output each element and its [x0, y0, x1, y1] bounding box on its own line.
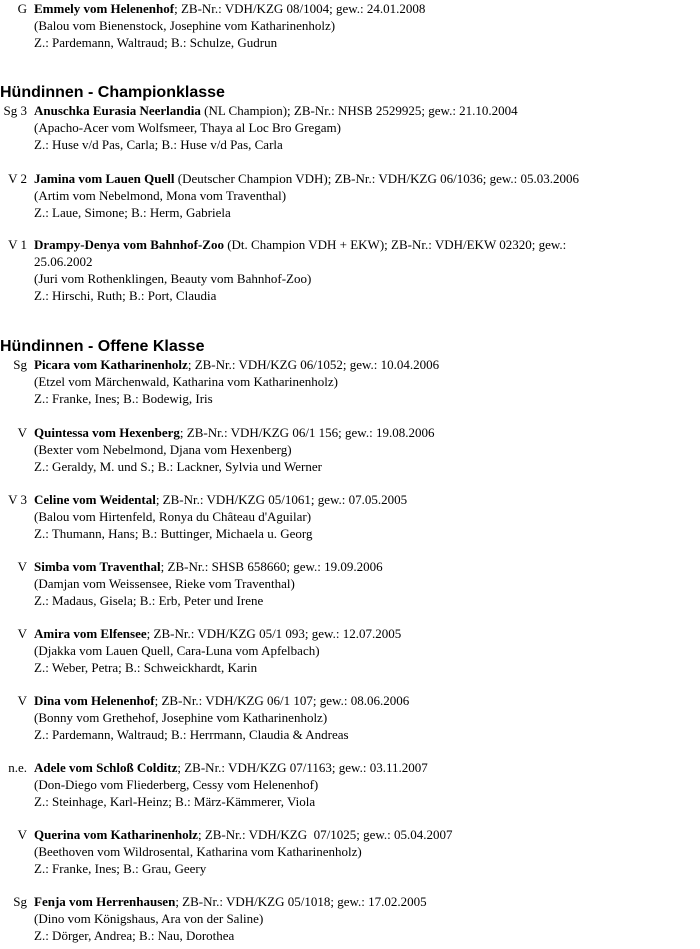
- entry-text: [34, 558, 664, 609]
- dog-breeder-owner: Z.: Laue, Simone; B.: Herm, Gabriela: [34, 205, 231, 220]
- entry-main-line: [34, 692, 664, 709]
- dog-details: ; ZB-Nr.: VDH/KZG 08/1004; gew.: 24.01.2008: [174, 1, 426, 16]
- dog-breeder-owner: Z.: Dörger, Andrea; B.: Nau, Dorothea: [34, 928, 235, 943]
- dog-parents: (Djakka vom Lauen Quell, Cara-Luna vom Apfelbach): [34, 643, 320, 658]
- dog-parents: (Dino vom Königshaus, Ara von der Saline): [34, 911, 264, 926]
- dog-details: ; ZB-Nr.: VDH/KZG 06/1052; gew.: 10.04.2006: [187, 357, 440, 372]
- entry-text: [34, 236, 664, 304]
- entry-main-line: [34, 826, 664, 843]
- dog-parents: (Beethoven vom Wildrosental, Katharina vom Katharinenholz): [34, 844, 362, 859]
- dog-parents: (Etzel vom Märchenwald, Katharina vom Katharinenholz): [34, 374, 338, 389]
- dog-breeder-owner: Z.: Geraldy, M. und S.; B.: Lackner, Sylvia und Werner: [34, 459, 322, 474]
- dog-breeder-owner: Z.: Thumann, Hans; B.: Buttinger, Michaela u. Georg: [34, 526, 313, 541]
- grade-label: V: [17, 693, 27, 708]
- dog-name: Anuschka Eurasia Neerlandia: [34, 103, 201, 118]
- entry-text: [34, 893, 664, 944]
- dog-title-note: (NL Champion): [200, 103, 288, 118]
- grade-label: V 3: [8, 492, 27, 507]
- entry-text: [34, 759, 664, 810]
- dog-details: ; ZB-Nr.: VDH/EKW 02320; gew.: 25.06.2002: [34, 237, 567, 269]
- dog-name: Quintessa vom Hexenberg: [34, 425, 180, 440]
- entry-text: [34, 826, 664, 877]
- dog-details: ; ZB-Nr.: VDH/KZG 06/1036; gew.: 05.03.2006: [327, 171, 580, 186]
- dog-parents: (Balou vom Hirtenfeld, Ronya du Château d'Aguilar): [34, 509, 312, 524]
- dog-name: Amira vom Elfensee: [34, 626, 147, 641]
- dog-name: Fenja vom Herrenhausen: [34, 894, 176, 909]
- dog-details: ; ZB-Nr.: NHSB 2529925; gew.: 21.10.2004: [287, 103, 518, 118]
- dog-breeder-owner: Z.: Pardemann, Waltraud; B.: Schulze, Gudrun: [34, 35, 278, 50]
- entry-main-line: [34, 759, 664, 776]
- dog-title-note: (Dt. Champion VDH + EKW): [223, 237, 385, 252]
- dog-breeder-owner: Z.: Hirschi, Ruth; B.: Port, Claudia: [34, 288, 217, 303]
- dog-details: ; ZB-Nr.: VDH/KZG 07/1163; gew.: 03.11.2007: [177, 760, 428, 775]
- dog-parents: (Apacho-Acer vom Wolfsmeer, Thaya al Loc Bro Gregam): [34, 120, 341, 135]
- grade-label: Sg 3: [3, 103, 27, 118]
- entry-main-line: [34, 236, 616, 270]
- dog-breeder-owner: Z.: Madaus, Gisela; B.: Erb, Peter und Irene: [34, 593, 264, 608]
- grade-label: Sg: [13, 894, 27, 909]
- entry-main-line: [34, 424, 664, 441]
- entry-main-line: [34, 356, 664, 373]
- grade-label: V 2: [8, 171, 27, 186]
- dog-details: ; ZB-Nr.: SHSB 658660; gew.: 19.09.2006: [160, 559, 383, 574]
- entry-text: [34, 424, 664, 475]
- dog-parents: (Bonny vom Grethehof, Josephine vom Katharinenholz): [34, 710, 328, 725]
- entry-text: [34, 0, 664, 51]
- grade-label: V: [17, 827, 27, 842]
- grade-label: V: [17, 425, 27, 440]
- entry-text: [34, 170, 664, 221]
- dog-name: Querina vom Katharinenholz: [34, 827, 198, 842]
- grade-label: V: [17, 559, 27, 574]
- dog-name: Dina vom Helenenhof: [34, 693, 155, 708]
- entry-main-line: [34, 558, 664, 575]
- dog-parents: (Damjan vom Weissensee, Rieke vom Traventhal): [34, 576, 295, 591]
- dog-name: Emmely vom Helenenhof: [34, 1, 175, 16]
- dog-parents: (Balou vom Bienenstock, Josephine vom Katharinenholz): [34, 18, 336, 33]
- grade-label: V 1: [8, 237, 27, 252]
- entry-text: [34, 625, 664, 676]
- dog-breeder-owner: Z.: Huse v/d Pas, Carla; B.: Huse v/d Pas, Carla: [34, 137, 283, 152]
- dog-name: Jamina vom Lauen Quell: [34, 171, 175, 186]
- entry-text: [34, 356, 664, 407]
- dog-breeder-owner: Z.: Pardemann, Waltraud; B.: Herrmann, Claudia & Andreas: [34, 727, 349, 742]
- entry-main-line: [34, 170, 664, 187]
- grade-label: V: [17, 626, 27, 641]
- section-title-offene-klasse: Hündinnen - Offene Klasse: [0, 338, 205, 355]
- dog-breeder-owner: Z.: Weber, Petra; B.: Schweickhardt, Karin: [34, 660, 258, 675]
- section-title-championklasse: Hündinnen - Championklasse: [0, 84, 225, 101]
- entry-main-line: [34, 893, 664, 910]
- dog-details: ; ZB-Nr.: VDH/KZG 06/1 107; gew.: 08.06.2006: [154, 693, 410, 708]
- dog-details: ; ZB-Nr.: VDH/KZG 05/1 093; gew.: 12.07.2005: [146, 626, 402, 641]
- dog-details: ; ZB-Nr.: VDH/KZG 05/1018; gew.: 17.02.2005: [175, 894, 427, 909]
- entry-text: [34, 491, 664, 542]
- dog-details: ; ZB-Nr.: VDH/KZG 05/1061; gew.: 07.05.2005: [155, 492, 408, 507]
- grade-label: Sg: [13, 357, 27, 372]
- grade-label: n.e.: [8, 760, 27, 775]
- entry-main-line: [34, 0, 664, 17]
- dog-name: Adele vom Schloß Colditz: [34, 760, 178, 775]
- dog-name: Celine vom Weidental: [34, 492, 156, 507]
- dog-name: Picara vom Katharinenholz: [34, 357, 188, 372]
- grade-label: G: [17, 1, 27, 16]
- dog-details: ; ZB-Nr.: VDH/KZG 06/1 156; gew.: 19.08.2006: [179, 425, 435, 440]
- dog-name: Drampy-Denya vom Bahnhof-Zoo: [34, 237, 224, 252]
- entry-text: [34, 102, 664, 153]
- dog-name: Simba vom Traventhal: [34, 559, 161, 574]
- dog-details: ; ZB-Nr.: VDH/KZG 07/1025; gew.: 05.04.2007: [197, 827, 453, 842]
- dog-parents: (Artim vom Nebelmond, Mona vom Traventhal): [34, 188, 287, 203]
- dog-breeder-owner: Z.: Franke, Ines; B.: Grau, Geery: [34, 861, 207, 876]
- dog-parents: (Don-Diego vom Fliederberg, Cessy vom Helenenhof): [34, 777, 319, 792]
- entry-main-line: [34, 625, 664, 642]
- entry-main-line: [34, 491, 664, 508]
- entry-text: [34, 692, 664, 743]
- dog-breeder-owner: Z.: Franke, Ines; B.: Bodewig, Iris: [34, 391, 213, 406]
- dog-breeder-owner: Z.: Steinhage, Karl-Heinz; B.: März-Kämmerer, Viola: [34, 794, 316, 809]
- dog-parents: (Bexter vom Nebelmond, Djana vom Hexenberg): [34, 442, 292, 457]
- dog-title-note: (Deutscher Champion VDH): [174, 171, 328, 186]
- dog-parents: (Juri vom Rothenklingen, Beauty vom Bahnhof-Zoo): [34, 271, 312, 286]
- entry-main-line: [34, 102, 664, 119]
